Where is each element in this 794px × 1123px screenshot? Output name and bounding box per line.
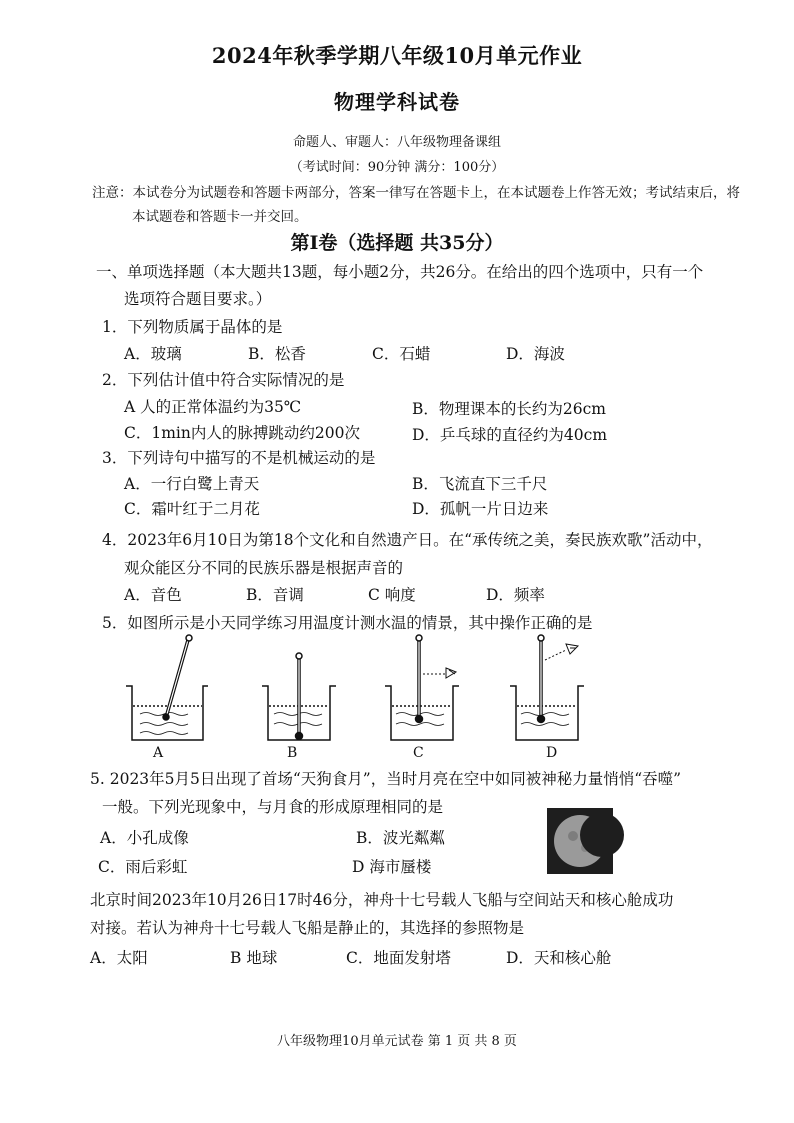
section-title: 第Ⅰ卷（选择题 共35分） xyxy=(290,232,504,254)
notice-line-2: 本试题卷和答题卡一并交回。 xyxy=(132,209,308,225)
section-instruction-1: 一、单项选择题（本大题共13题，每小题2分，共26分。在给出的四个选项中，只有一个 xyxy=(96,263,704,281)
thermometer-figure xyxy=(0,630,794,770)
q7-option-a: A．太阳 xyxy=(90,949,148,967)
q7-stem-line-1: 北京时间2023年10月26日17时46分，神舟十七号载人飞船与空间站天和核心舱成功 xyxy=(90,891,674,909)
q2-option-b: B．物理课本的长约为26cm xyxy=(412,400,606,418)
figure-label-b: B xyxy=(287,745,298,761)
q3-stem: 3．下列诗句中描写的不是机械运动的是 xyxy=(102,449,376,467)
q3-option-a: A．一行白鹭上青天 xyxy=(124,475,260,493)
q7-option-d: D．天和核心舱 xyxy=(506,949,612,967)
q4-stem-line-1: 4．2023年6月10日为第18个文化和自然遗产日。在“承传统之美，奏民族欢歌”活动中， xyxy=(102,531,713,549)
q6-option-a: A．小孔成像 xyxy=(100,829,189,847)
beaker-d-diagram xyxy=(510,635,584,740)
figure-label-a: A xyxy=(153,745,164,761)
q5-stem: 5．如图所示是小天同学练习用温度计测水温的情景，其中操作正确的是 xyxy=(102,614,593,632)
q2-option-c: C．1min内人的脉搏跳动约200次 xyxy=(124,424,360,442)
q6-option-d: D 海市蜃楼 xyxy=(352,858,432,876)
q2-stem: 2．下列估计值中符合实际情况的是 xyxy=(102,371,345,389)
q6-option-b: B．波光粼粼 xyxy=(356,829,445,847)
page-footer: 八年级物理10月单元试卷 第 1 页 共 8 页 xyxy=(277,1034,517,1049)
q7-option-c: C．地面发射塔 xyxy=(346,949,451,967)
q2-option-d: D．乒乓球的直径约为40cm xyxy=(412,426,608,444)
q1-option-b: B．松香 xyxy=(248,345,306,363)
q7-option-b: B 地球 xyxy=(230,949,278,967)
figure-label-c: C xyxy=(413,745,424,761)
figure-label-d: D xyxy=(546,745,558,761)
q4-option-b: B．音调 xyxy=(246,586,304,604)
section-instruction-2: 选项符合题目要求。） xyxy=(124,290,272,308)
q3-option-c: C．霜叶红于二月花 xyxy=(124,500,260,518)
q4-option-c: C 响度 xyxy=(368,586,416,604)
beaker-b-diagram xyxy=(262,653,336,740)
exam-info: （考试时间：90分钟 满分：100分） xyxy=(289,160,505,175)
q4-option-d: D．频率 xyxy=(486,586,545,604)
notice-line-1: 注意：本试卷分为试题卷和答题卡两部分，答案一律写在答题卡上，在本试题卷上作答无效；考试结束后，将 xyxy=(92,185,740,201)
q1-option-a: A．玻璃 xyxy=(124,345,182,363)
exam-subject: 物理学科试卷 xyxy=(334,90,460,114)
q6-stem-line-1: 5. 2023年5月5日出现了首场“天狗食月”，当时月亮在空中如同被神秘力量悄悄“吞噬” xyxy=(90,770,682,788)
exam-title: 2024年秋季学期八年级10月单元作业 xyxy=(211,43,583,68)
q3-option-d: D．孤帆一片日边来 xyxy=(412,500,549,518)
beaker-c-diagram xyxy=(385,635,459,740)
q7-stem-line-2: 对接。若认为神舟十七号载人飞船是静止的，其选择的参照物是 xyxy=(90,919,525,937)
q3-option-b: B．飞流直下三千尺 xyxy=(412,475,548,493)
q4-stem-line-2: 观众能区分不同的民族乐器是根据声音的 xyxy=(124,559,404,577)
q6-stem-line-2: 一般。下列光现象中，与月食的形成原理相同的是 xyxy=(102,798,444,816)
q1-option-c: C．石蜡 xyxy=(372,345,431,363)
q2-option-a: A 人的正常体温约为35℃ xyxy=(124,398,302,416)
exam-authors: 命题人、审题人：八年级物理备课组 xyxy=(292,135,501,150)
lunar-eclipse-photo xyxy=(547,808,613,874)
q1-stem: 1．下列物质属于晶体的是 xyxy=(102,318,283,336)
q1-option-d: D．海波 xyxy=(506,345,565,363)
q6-option-c: C．雨后彩虹 xyxy=(98,858,188,876)
beaker-a-diagram xyxy=(126,635,208,740)
q4-option-a: A．音色 xyxy=(124,586,182,604)
